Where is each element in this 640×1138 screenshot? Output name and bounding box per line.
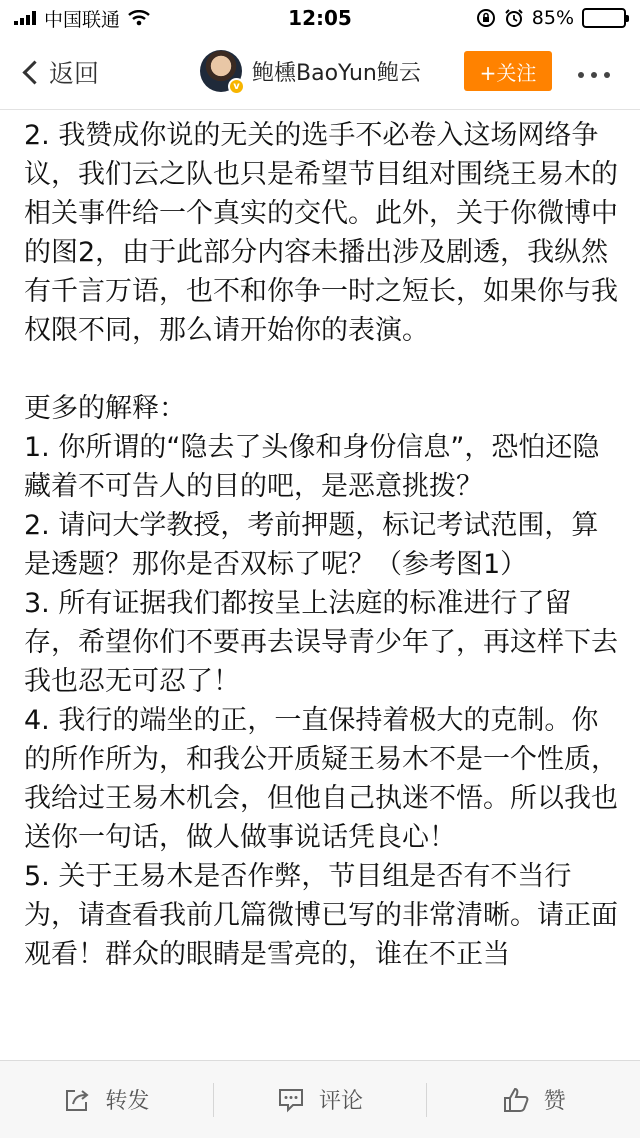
signal-icon [14,11,36,25]
battery-percent: 85% [531,7,574,29]
avatar[interactable] [200,50,242,92]
status-right [476,7,626,29]
post-paragraph: 1. 你所谓的“隐去了头像和身份信息”，恐怕还隐藏着不可告人的目的吧，是恶意挑拨？ [24,432,600,502]
wifi-icon [128,10,150,26]
comment-icon [277,1086,305,1114]
post-paragraph: 2. 请问大学教授，考前押题，标记考试范围，算是透题？那你是否双标了呢？（参考图1） [24,510,599,580]
status-left [14,5,244,32]
username[interactable]: 鲍櫄BaoYun鲍云 [252,60,421,86]
clock: 12:05 [288,6,352,30]
back-label: 返回 [49,59,100,88]
post-paragraph: 5. 关于王易木是否作弊，节目组是否有不当行为，请查看我前几篇微博已写的非常清晰。请正面观看！群众的眼睛是雪亮的，谁在不正当 [24,861,618,970]
post-paragraph: 4. 我行的端坐的正，一直保持着极大的克制。你的所作所为，和我公开质疑王易木不是一个性质，我给过王易木机会，但他自己执迷不悟。所以我也送你一句话，做人做事说话凭良心！ [24,705,618,853]
post-paragraph: 2. 我赞成你说的无关的选手不必卷入这场网络争议，我们云之队也只是希望节目组对围绕王易木的相关事件给一个真实的交代。此外，关于你微博中的图2，由于此部分内容未播出涉及剧透，我纵然有千言万语，也不和你争一时之短长，如果你与我权限不同，那么请开始你的表演。 [24,120,618,346]
paragraph-gap [24,350,622,389]
chevron-left-icon [22,60,46,84]
user-info[interactable] [200,50,421,92]
repost-button[interactable] [0,1084,213,1115]
comment-button[interactable] [214,1084,427,1115]
verified-badge-icon: v [228,78,245,95]
comment-label: 评论 [319,1089,364,1114]
repost-icon [63,1086,91,1114]
like-button[interactable] [427,1084,640,1115]
back-button[interactable] [20,54,99,90]
action-bar [0,1060,640,1138]
nav-bar [0,36,640,110]
like-label: 赞 [543,1089,566,1114]
alarm-icon [504,8,524,28]
post-paragraph: 更多的解释： [24,393,186,424]
orientation-lock-icon [476,8,496,28]
repost-label: 转发 [105,1089,150,1114]
post-content [24,116,622,1060]
thumbs-up-icon [502,1086,530,1114]
carrier-name: 中国联通 [44,8,121,31]
post-paragraph: 3. 所有证据我们都按呈上法庭的标准进行了留存，希望你们不要再去误导青少年了，再这样下去我也忍无可忍了！ [24,588,618,697]
follow-button[interactable]: +关注 [464,51,552,91]
more-options-icon[interactable] [578,72,610,78]
status-bar [0,0,640,36]
battery-icon [582,8,626,28]
